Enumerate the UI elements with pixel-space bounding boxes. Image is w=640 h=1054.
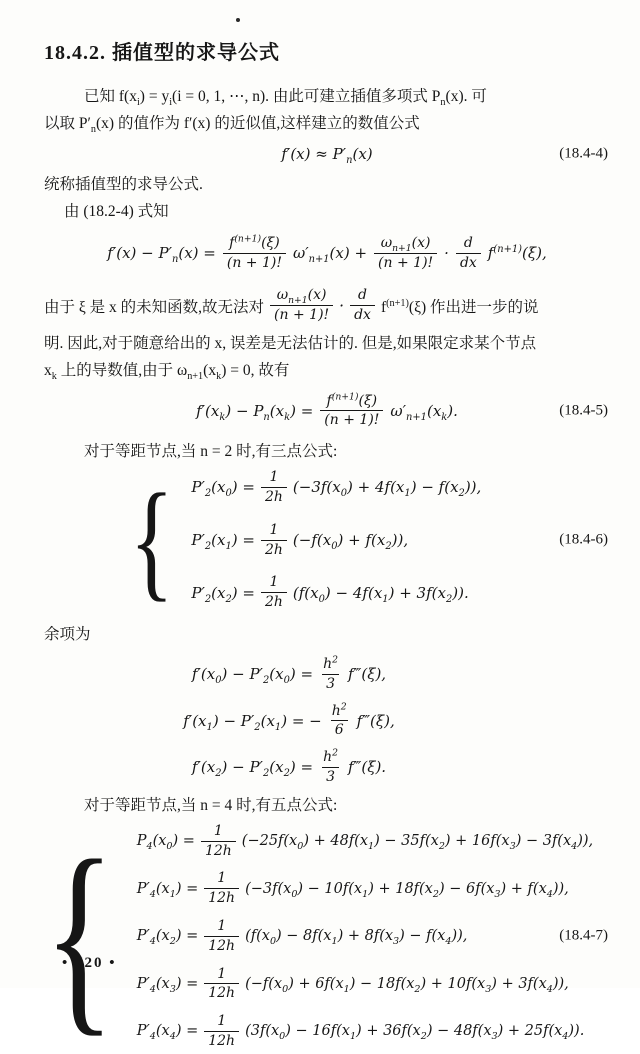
denominator: 6 [331, 720, 348, 739]
rhs: $(-f(x_0) + 6f(x_1) - 18f(x_2) + 10f(x_3) + 3f(x_4))$, [245, 975, 569, 995]
numerator: 1 [269, 574, 279, 591]
fraction [204, 1013, 239, 1050]
equation-18-4-4-tag: (18.4-4) [559, 145, 608, 162]
para-by-eq-18-2-4: 由 (18.2-4) 式知 [64, 203, 169, 220]
fraction [319, 749, 342, 786]
fraction [320, 390, 383, 430]
equation-system-18-4-6 [120, 469, 610, 611]
fraction [261, 574, 287, 611]
rhs: $(-25f(x_0) + 48f(x_1) - 35f(x_2) + 16f(x_3) - 3f(x_4))$, [241, 833, 594, 852]
remainder-row [6, 656, 572, 693]
formula-row [137, 823, 593, 860]
remainder-row [6, 700, 572, 740]
para-xi-unknown-line-1 [44, 282, 610, 330]
five-point-heading: 对于等距节点,当 n = 4 时,有五点公式: [84, 796, 338, 814]
rhs: f‴(ξ), [347, 665, 387, 684]
lhs: $P_4(x_0)$ = [136, 833, 195, 852]
lhs: $P'_4(x_3)$ = [136, 975, 199, 995]
rhs: $(f(x_0) - 4f(x_1) + 3f(x_2))$. [292, 583, 469, 605]
rhs: $(-3f(x_0) - 10f(x_1) + 18f(x_2) - 6f(x_3) + f(x_4))$, [245, 880, 569, 900]
numerator: 1 [217, 917, 227, 934]
rhs: $(f(x_0) - 8f(x_1) + 8f(x_3) - f(x_4))$, [245, 928, 468, 948]
numerator: $h^2$ [323, 654, 338, 672]
formula-row [137, 966, 593, 1003]
denominator: (n + 1)! [270, 305, 333, 324]
numerator: $\omega_{n+1}(x)$ [380, 235, 431, 254]
lhs: $P'_2(x_2)$ = [191, 583, 255, 605]
system-rows [137, 823, 593, 1050]
numerator: 1 [217, 870, 227, 887]
denominator: 3 [322, 674, 339, 693]
denominator: 2h [261, 540, 287, 559]
lhs: $f'(x_1) - P'_2(x_1)$ = − [183, 711, 322, 733]
denominator: 12h [204, 888, 239, 907]
numerator: 1 [269, 469, 279, 486]
equation-system-18-4-7 [28, 823, 610, 1050]
rhs: $(-3f(x_0) + 4f(x_1) - f(x_2))$, [292, 478, 482, 500]
fraction [374, 235, 437, 272]
fraction [261, 522, 287, 559]
denominator: 12h [204, 1031, 239, 1050]
rhs: $(-f(x_0) + f(x_2))$, [292, 531, 409, 553]
derivative-fraction [456, 235, 481, 272]
numerator: $h^2$ [323, 747, 338, 766]
para-xi-unknown-line-2: 明. 因此,对于随意给出的 x, 误差是无法估计的. 但是,如果限定求某个节点 [44, 334, 537, 352]
numerator: 1 [217, 965, 227, 982]
formula-row [191, 574, 481, 611]
equation-18-4-4 [44, 139, 610, 169]
equation-18-4-5-tag: (18.4-5) [559, 402, 608, 419]
lhs: $f'(x_k) - P_n(x_k)$ = [196, 401, 314, 423]
formula-row [191, 522, 481, 559]
para-formula-name: 统称插值型的求导公式. [44, 176, 203, 193]
lhs: $f'(x_2) - P'_2(x_2)$ = [191, 758, 314, 780]
equation-18-4-7-tag: (18.4-7) [559, 927, 608, 944]
denominator: dx [456, 253, 481, 272]
lhs: $f'(x) - P'_n(x)$ = [107, 244, 216, 266]
remainder-heading: 余项为 [44, 625, 91, 643]
denominator: 2h [261, 592, 287, 611]
remainder-equations [6, 656, 572, 786]
equation-18-4-6-tag: (18.4-6) [559, 531, 608, 548]
dot-operator: · [444, 244, 449, 263]
denominator: (n + 1)! [223, 253, 286, 272]
three-point-heading: 对于等距节点,当 n = 2 时,有三点公式: [84, 443, 338, 461]
fraction [261, 469, 287, 506]
denominator: (n + 1)! [320, 410, 383, 429]
denominator: 12h [204, 936, 239, 955]
dot-operator: · [339, 296, 345, 315]
numerator: d [463, 235, 473, 251]
numerator: 1 [213, 822, 223, 839]
inline-derivative-fraction [350, 287, 375, 324]
lhs: $P'_4(x_1)$ = [136, 880, 199, 900]
numerator: $f^{(n+1)}(\xi)$ [229, 233, 280, 251]
lhs: $P'_2(x_1)$ = [191, 531, 255, 553]
rhs: f‴(ξ), [356, 711, 395, 730]
formula-row [137, 870, 593, 907]
formula-row [191, 469, 481, 506]
fraction [204, 966, 239, 1003]
numerator: 1 [269, 521, 279, 538]
rhs: $(3f(x_0) - 16f(x_1) + 36f(x_2) - 48f(x_3) + 25f(x_4))$. [245, 1023, 585, 1043]
denominator: 3 [322, 767, 339, 786]
fraction [319, 656, 342, 693]
fraction [201, 823, 236, 860]
lhs: $P'_2(x_0)$ = [191, 478, 255, 500]
denominator: dx [350, 305, 375, 324]
rhs: $f^{(n+1)}(\xi)$, [487, 244, 547, 263]
formula-row [137, 918, 593, 955]
fraction [204, 918, 239, 955]
left-brace [130, 474, 174, 606]
inline-fraction [270, 287, 333, 324]
denominator: (n + 1)! [374, 253, 437, 272]
intro-paragraph-line-2: 以取 $P'_n(x)$ 的值作为 f′(x) 的近似值,这样建立的数值公式 [44, 115, 420, 136]
equation-18-4-4-body: $f'(x) \approx P'_n(x)$ [281, 145, 373, 166]
fraction [204, 870, 239, 907]
equation-18-4-5 [44, 390, 610, 430]
text-run: 由于 ξ 是 x 的未知函数,故无法对 [44, 298, 265, 316]
page-number: • 720 • [62, 955, 117, 971]
rhs: f‴(ξ). [347, 758, 387, 777]
numerator: d [358, 287, 367, 304]
section-heading: 18.4.2. 插值型的求导公式 [44, 42, 280, 64]
numerator: $f^{(n+1)}(\xi)$ [326, 390, 378, 409]
lhs: $P'_4(x_2)$ = [136, 928, 199, 948]
denominator: 2h [261, 487, 287, 506]
text-run: $f^{(n+1)}(\xi)$ 作出进一步的说 [380, 297, 539, 316]
lhs: $f'(x_0) - P'_2(x_0)$ = [191, 665, 314, 687]
para-xi-unknown-line-3: $x_k$ 上的导数值,由于 $\omega_{n+1}(x_k) = 0$, 故有 [44, 361, 290, 382]
numerator: 1 [217, 1013, 227, 1030]
left-brace [43, 829, 115, 1043]
intro-paragraph-line-1: 已知 $f(x_i) = y_i(i = 0$, 1, ⋯, n). 由此可建立插值多项式 $P_n(x)$. 可 [84, 88, 487, 109]
lhs: $P'_4(x_4)$ = [136, 1023, 199, 1043]
scan-speck [236, 18, 240, 22]
system-rows [191, 469, 481, 611]
fraction [328, 700, 351, 740]
equation-error-expansion [44, 235, 610, 272]
denominator: 12h [204, 983, 239, 1002]
formula-row [137, 1013, 593, 1050]
numerator: $h^2$ [331, 700, 347, 719]
fraction [223, 235, 286, 272]
middle-term: $\omega'_{n+1}(x)$ + [292, 244, 368, 266]
remainder-row [6, 749, 572, 786]
rhs: $\omega'_{n+1}(x_k)$. [390, 401, 458, 423]
numerator: $\omega_{n+1}(x)$ [276, 287, 327, 307]
denominator: 12h [201, 841, 236, 860]
